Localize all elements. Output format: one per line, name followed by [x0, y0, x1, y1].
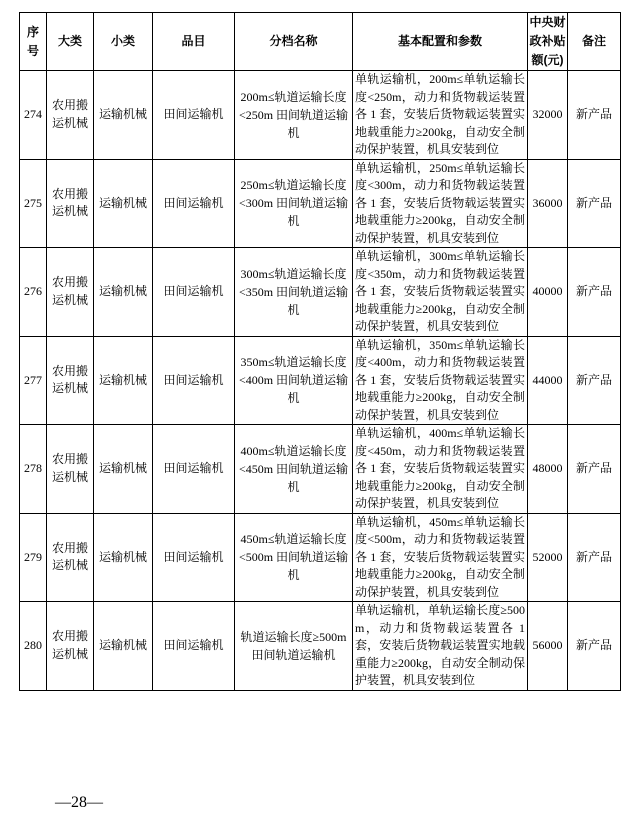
header-subcategory: 小类 [94, 13, 153, 71]
seq-cell: 278 [20, 425, 47, 514]
seq-cell: 277 [20, 336, 47, 425]
remark-cell: 新产品 [568, 71, 621, 160]
subsidy-cell: 56000 [528, 602, 568, 691]
seq-cell: 280 [20, 602, 47, 691]
grade-name-cell: 轨道运输长度≥500m 田间轨道运输机 [235, 602, 353, 691]
table-row [20, 602, 621, 691]
table-header [20, 13, 621, 71]
header-grade-name: 分档名称 [235, 13, 353, 71]
subsidy-cell: 44000 [528, 336, 568, 425]
remark-cell: 新产品 [568, 513, 621, 602]
grade-name-cell: 450m≤轨道运输长度<500m 田间轨道运输机 [235, 513, 353, 602]
config-cell: 单轨运输机，200m≤单轨运输长度<250m，动力和货物载运装置各 1 套，安装后货物载运装置实地载重能力≥200kg，自动安全制动保护装置，机具安装到位 [353, 71, 528, 160]
header-row [20, 13, 621, 71]
subcategory-cell: 运输机械 [94, 71, 153, 160]
subcategory-cell: 运输机械 [94, 159, 153, 248]
subsidy-cell: 48000 [528, 425, 568, 514]
category-cell: 农用搬运机械 [47, 513, 94, 602]
grade-name-cell: 350m≤轨道运输长度<400m 田间轨道运输机 [235, 336, 353, 425]
grade-name-cell: 300m≤轨道运输长度<350m 田间轨道运输机 [235, 248, 353, 337]
table-row [20, 513, 621, 602]
remark-cell: 新产品 [568, 425, 621, 514]
config-cell: 单轨运输机，300m≤单轨运输长度<350m，动力和货物载运装置各 1 套，安装后货物载运装置实地载重能力≥200kg，自动安全制动保护装置，机具安装到位 [353, 248, 528, 337]
subsidy-cell: 40000 [528, 248, 568, 337]
seq-cell: 276 [20, 248, 47, 337]
subcategory-cell: 运输机械 [94, 336, 153, 425]
config-cell: 单轨运输机，250m≤单轨运输长度<300m，动力和货物载运装置各 1 套，安装后货物载运装置实地载重能力≥200kg，自动安全制动保护装置，机具安装到位 [353, 159, 528, 248]
subcategory-cell: 运输机械 [94, 425, 153, 514]
category-cell: 农用搬运机械 [47, 336, 94, 425]
subsidy-catalog-table [19, 12, 621, 691]
item-cell: 田间运输机 [153, 602, 235, 691]
page-number: —28— [55, 794, 103, 811]
subsidy-cell: 52000 [528, 513, 568, 602]
subcategory-cell: 运输机械 [94, 602, 153, 691]
subcategory-cell: 运输机械 [94, 513, 153, 602]
table-row [20, 159, 621, 248]
category-cell: 农用搬运机械 [47, 159, 94, 248]
remark-cell: 新产品 [568, 336, 621, 425]
seq-cell: 274 [20, 71, 47, 160]
grade-name-cell: 200m≤轨道运输长度<250m 田间轨道运输机 [235, 71, 353, 160]
item-cell: 田间运输机 [153, 71, 235, 160]
remark-cell: 新产品 [568, 248, 621, 337]
header-remark: 备注 [568, 13, 621, 71]
subsidy-cell: 36000 [528, 159, 568, 248]
header-config: 基本配置和参数 [353, 13, 528, 71]
category-cell: 农用搬运机械 [47, 71, 94, 160]
item-cell: 田间运输机 [153, 336, 235, 425]
item-cell: 田间运输机 [153, 159, 235, 248]
table-row [20, 248, 621, 337]
remark-cell: 新产品 [568, 159, 621, 248]
config-cell: 单轨运输机，450m≤单轨运输长度<500m，动力和货物载运装置各 1 套，安装后货物载运装置实地载重能力≥200kg，自动安全制动保护装置，机具安装到位 [353, 513, 528, 602]
category-cell: 农用搬运机械 [47, 425, 94, 514]
table-row [20, 425, 621, 514]
grade-name-cell: 250m≤轨道运输长度<300m 田间轨道运输机 [235, 159, 353, 248]
config-cell: 单轨运输机，350m≤单轨运输长度<400m，动力和货物载运装置各 1 套，安装后货物载运装置实地载重能力≥200kg，自动安全制动保护装置，机具安装到位 [353, 336, 528, 425]
header-category: 大类 [47, 13, 94, 71]
item-cell: 田间运输机 [153, 513, 235, 602]
seq-cell: 279 [20, 513, 47, 602]
config-cell: 单轨运输机，单轨运输长度≥500m，动力和货物载运装置各 1 套，安装后货物载运装置实地载重能力≥200kg，自动安全制动保护装置，机具安装到位 [353, 602, 528, 691]
remark-cell: 新产品 [568, 602, 621, 691]
config-cell: 单轨运输机，400m≤单轨运输长度<450m，动力和货物载运装置各 1 套，安装后货物载运装置实地载重能力≥200kg，自动安全制动保护装置，机具安装到位 [353, 425, 528, 514]
header-subsidy: 中央财政补贴额(元) [528, 13, 568, 71]
item-cell: 田间运输机 [153, 425, 235, 514]
seq-cell: 275 [20, 159, 47, 248]
header-item: 品目 [153, 13, 235, 71]
item-cell: 田间运输机 [153, 248, 235, 337]
subcategory-cell: 运输机械 [94, 248, 153, 337]
category-cell: 农用搬运机械 [47, 248, 94, 337]
category-cell: 农用搬运机械 [47, 602, 94, 691]
table-body [20, 71, 621, 691]
subsidy-cell: 32000 [528, 71, 568, 160]
grade-name-cell: 400m≤轨道运输长度<450m 田间轨道运输机 [235, 425, 353, 514]
header-seq: 序号 [20, 13, 47, 71]
table-row [20, 71, 621, 160]
table-row [20, 336, 621, 425]
